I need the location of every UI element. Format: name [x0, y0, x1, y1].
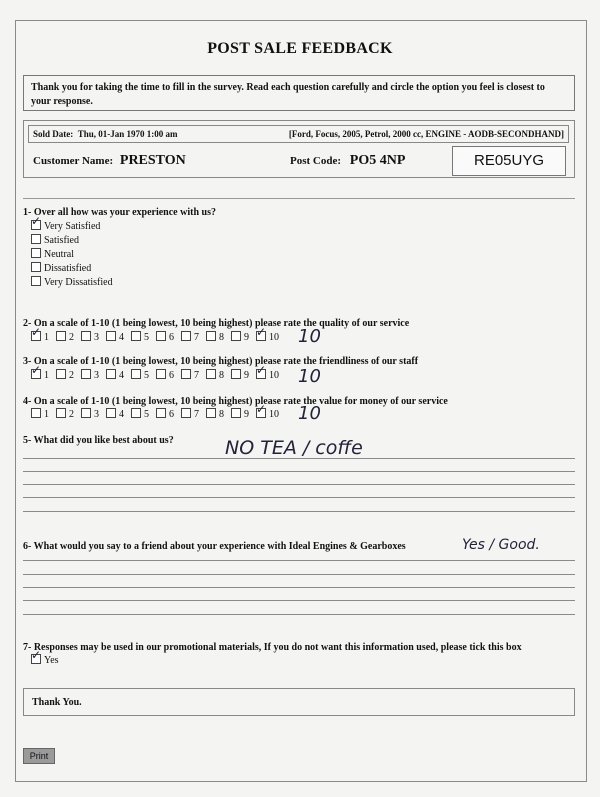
scale-option-6[interactable]	[156, 369, 174, 381]
scale-option-label: 10	[269, 409, 279, 420]
option-satisfied[interactable]: Satisfied	[31, 234, 113, 248]
scale-option-label: 9	[244, 332, 249, 343]
question-1: 1- Over all how was your experience with us?	[23, 207, 216, 218]
question-7-option[interactable]: ✓Yes	[31, 654, 59, 668]
checkbox[interactable]	[256, 408, 266, 418]
checkbox[interactable]	[206, 331, 216, 341]
checkbox[interactable]	[181, 331, 191, 341]
answer-line	[23, 614, 575, 615]
option-very-dissatisfied[interactable]: Very Dissatisfied	[31, 276, 113, 290]
scale-option-label: 3	[94, 409, 99, 420]
scale-option-2[interactable]	[56, 369, 74, 381]
scale-option-label: 6	[169, 370, 174, 381]
checkbox[interactable]	[256, 331, 266, 341]
thank-you-box: Thank You.	[23, 688, 575, 716]
scale-option-label: 6	[169, 409, 174, 420]
scale-option-label: 10	[269, 332, 279, 343]
option-dissatisfied[interactable]: Dissatisfied	[31, 262, 113, 276]
scale-option-label: 5	[144, 332, 149, 343]
checkbox[interactable]	[106, 331, 116, 341]
scale-option-label: 7	[194, 332, 199, 343]
checkbox[interactable]	[206, 369, 216, 379]
question-6-handwritten: Yes / Good.	[462, 537, 540, 553]
scale-option-1[interactable]	[31, 408, 49, 420]
scale-option-label: 8	[219, 409, 224, 420]
answer-line	[23, 587, 575, 588]
scale-option-label: 2	[69, 332, 74, 343]
checkbox[interactable]	[106, 408, 116, 418]
answer-line	[23, 497, 575, 498]
scale-option-6[interactable]	[156, 408, 174, 420]
scale-option-6[interactable]	[156, 331, 174, 343]
post-code-label: Post Code:	[290, 155, 342, 167]
scale-option-1[interactable]	[31, 369, 49, 381]
scale-option-3[interactable]	[81, 408, 99, 420]
checkbox[interactable]	[56, 369, 66, 379]
intro-box: Thank you for taking the time to fill in the survey. Read each question carefully and circle the option you feel is closest to your response.	[23, 75, 575, 111]
checkbox[interactable]	[206, 408, 216, 418]
sold-date-label: Sold Date:	[33, 129, 74, 139]
scale-option-label: 4	[119, 409, 124, 420]
divider	[23, 198, 575, 199]
question-3-scale	[31, 369, 286, 381]
scale-option-label: 4	[119, 332, 124, 343]
scale-option-label: 9	[244, 370, 249, 381]
scale-option-5[interactable]	[131, 408, 149, 420]
question-3-handwritten: 10	[298, 366, 321, 387]
scale-option-label: 2	[69, 370, 74, 381]
checkbox[interactable]	[231, 369, 241, 379]
print-button[interactable]: Print	[23, 748, 55, 764]
scale-option-9[interactable]	[231, 331, 249, 343]
scale-option-label: 1	[44, 409, 49, 420]
checkbox[interactable]	[231, 331, 241, 341]
scale-option-4[interactable]	[106, 369, 124, 381]
checkbox[interactable]	[106, 369, 116, 379]
customer-name	[33, 153, 186, 169]
scale-option-4[interactable]	[106, 408, 124, 420]
question-2-scale	[31, 331, 286, 343]
answer-line	[23, 600, 575, 601]
checkbox[interactable]	[181, 408, 191, 418]
scale-option-label: 1	[44, 370, 49, 381]
answer-line	[23, 458, 575, 459]
vehicle-description: [Ford, Focus, 2005, Petrol, 2000 cc, ENGINE - AODB-SECONDHAND]	[288, 129, 564, 139]
scale-option-7[interactable]	[181, 331, 199, 343]
scale-option-label: 3	[94, 370, 99, 381]
scale-option-8[interactable]	[206, 331, 224, 343]
scale-option-label: 6	[169, 332, 174, 343]
scale-option-2[interactable]	[56, 408, 74, 420]
option-very-satisfied[interactable]: ✓Very Satisfied	[31, 220, 113, 234]
checkbox[interactable]	[31, 331, 41, 341]
scale-option-8[interactable]	[206, 369, 224, 381]
answer-line	[23, 511, 575, 512]
sold-date-value: Thu, 01-Jan 1970 1:00 am	[77, 129, 178, 139]
scale-option-5[interactable]	[131, 369, 149, 381]
scale-option-label: 9	[244, 409, 249, 420]
scale-option-4[interactable]	[106, 331, 124, 343]
scale-option-2[interactable]	[56, 331, 74, 343]
answer-line	[23, 471, 575, 472]
scale-option-label: 8	[219, 370, 224, 381]
scale-option-9[interactable]	[231, 369, 249, 381]
checkbox[interactable]	[31, 369, 41, 379]
question-6: 6- What would you say to a friend about your experience with Ideal Engines & Gearboxes	[23, 541, 406, 552]
scale-option-10[interactable]	[256, 331, 279, 343]
question-1-options	[31, 220, 113, 290]
post-code-value: PO5 4NP	[349, 153, 406, 168]
form-title: POST SALE FEEDBACK	[207, 40, 393, 57]
scale-option-5[interactable]	[131, 331, 149, 343]
scale-option-8[interactable]	[206, 408, 224, 420]
question-4-scale	[31, 408, 286, 420]
scale-option-label: 3	[94, 332, 99, 343]
checkbox[interactable]	[131, 331, 141, 341]
customer-name-label: Customer Name:	[33, 155, 114, 167]
answer-line	[23, 560, 575, 561]
scale-option-3[interactable]	[81, 331, 99, 343]
checkbox[interactable]	[81, 408, 91, 418]
checkbox[interactable]	[31, 234, 41, 244]
question-5: 5- What did you like best about us?	[23, 435, 174, 446]
scale-option-7[interactable]	[181, 369, 199, 381]
scale-option-7[interactable]	[181, 408, 199, 420]
registration-plate: RE05UYG	[452, 146, 566, 176]
scale-option-label: 5	[144, 409, 149, 420]
scale-option-label: 1	[44, 332, 49, 343]
scale-option-label: 8	[219, 332, 224, 343]
checkbox[interactable]	[31, 262, 41, 272]
checkbox[interactable]	[231, 408, 241, 418]
question-5-handwritten: NO TEA / coffe	[225, 437, 363, 459]
scale-option-label: 7	[194, 409, 199, 420]
scale-option-label: 10	[269, 370, 279, 381]
question-7: 7- Responses may be used in our promotional materials, If you do not want this information used, please tick this box	[23, 642, 522, 653]
checkbox[interactable]	[156, 331, 166, 341]
customer-name-value: PRESTON	[119, 153, 186, 168]
checkbox[interactable]	[156, 408, 166, 418]
answer-line	[23, 484, 575, 485]
scale-option-label: 7	[194, 370, 199, 381]
option-neutral[interactable]: Neutral	[31, 248, 113, 262]
checkbox[interactable]	[81, 331, 91, 341]
question-3: 3- On a scale of 1-10 (1 being lowest, 10 being highest) please rate the friendliness of our staff	[23, 356, 419, 367]
question-4-handwritten: 10	[298, 403, 321, 424]
scale-option-10[interactable]	[256, 369, 279, 381]
question-2: 2- On a scale of 1-10 (1 being lowest, 10 being highest) please rate the quality of our service	[23, 318, 410, 329]
scale-option-3[interactable]	[81, 369, 99, 381]
scale-option-label: 4	[119, 370, 124, 381]
scale-option-label: 5	[144, 370, 149, 381]
scale-option-label: 2	[69, 409, 74, 420]
checkbox[interactable]	[56, 408, 66, 418]
checkbox[interactable]	[56, 331, 66, 341]
post-code	[290, 153, 405, 169]
checkbox[interactable]	[131, 408, 141, 418]
checkbox[interactable]	[81, 369, 91, 379]
checkbox[interactable]	[31, 654, 41, 664]
sale-date-row	[28, 125, 569, 143]
scale-option-10[interactable]	[256, 408, 279, 420]
checkbox[interactable]	[31, 220, 41, 230]
scale-option-9[interactable]	[231, 408, 249, 420]
checkbox[interactable]	[156, 369, 166, 379]
question-2-handwritten: 10	[298, 326, 321, 347]
checkbox[interactable]	[181, 369, 191, 379]
checkbox[interactable]	[256, 369, 266, 379]
answer-line	[23, 574, 575, 575]
question-4: 4- On a scale of 1-10 (1 being lowest, 10 being highest) please rate the value for money of our service	[23, 396, 448, 407]
checkbox[interactable]	[31, 276, 41, 286]
checkbox[interactable]	[31, 248, 41, 258]
checkbox[interactable]	[131, 369, 141, 379]
scale-option-1[interactable]	[31, 331, 49, 343]
checkbox[interactable]	[31, 408, 41, 418]
